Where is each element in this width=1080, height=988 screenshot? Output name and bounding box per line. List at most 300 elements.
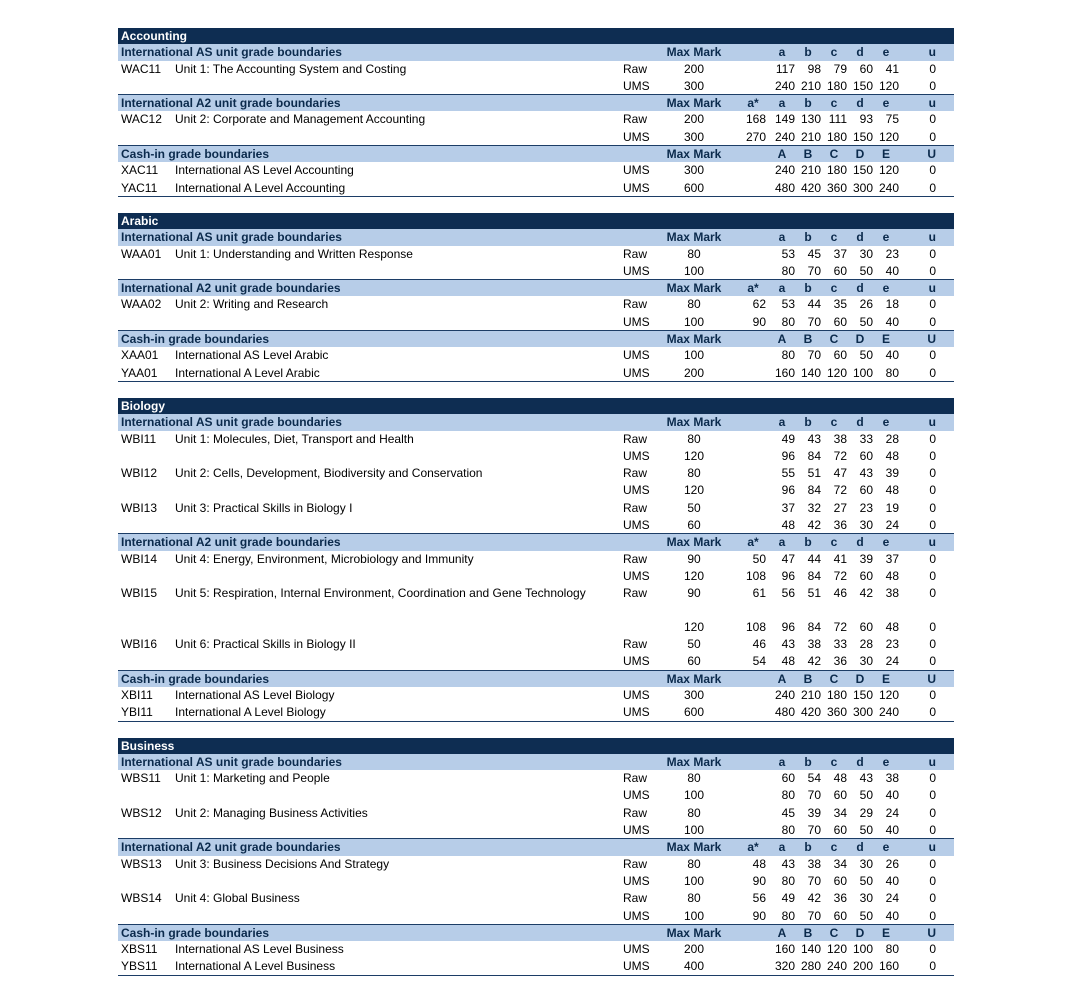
grade-value: 75 (885, 112, 899, 127)
grade-value: 120 (878, 129, 899, 144)
grade-header: c (830, 840, 838, 855)
grade-header: c (830, 754, 838, 769)
grade-value: 84 (807, 483, 821, 498)
grade-value: 240 (878, 180, 899, 195)
grade-value: 0 (929, 180, 936, 195)
grade-value: 42 (859, 586, 873, 601)
grade-value: 28 (859, 637, 873, 652)
unit-code: WAA02 (121, 297, 162, 312)
grade-header: a (778, 45, 786, 60)
max-mark: 90 (687, 551, 701, 566)
grade-value: 18 (885, 297, 899, 312)
grade-value: 150 (852, 78, 873, 93)
grade-value: 24 (885, 891, 899, 906)
grade-value: 48 (885, 619, 899, 634)
mark-type: UMS (623, 705, 650, 720)
block-header (118, 534, 954, 550)
grade-header: a (778, 230, 786, 245)
grade-header: U (927, 671, 936, 686)
table-row (118, 162, 954, 179)
max-mark: 300 (683, 163, 705, 178)
grade-header: d (856, 281, 864, 296)
grade-value: 30 (859, 246, 873, 261)
grade-value: 0 (929, 856, 936, 871)
max-mark-header: Max Mark (666, 230, 722, 245)
grade-value: 26 (885, 856, 899, 871)
grade-value: 240 (774, 687, 795, 702)
section-spacer (118, 197, 954, 213)
grade-header: A (777, 671, 787, 686)
unit-title: International AS Level Arabic (175, 348, 329, 363)
mark-type: Raw (623, 61, 648, 76)
grade-header: C (829, 671, 839, 686)
grade-value: 70 (807, 823, 821, 838)
grade-value: 49 (781, 891, 795, 906)
grade-value: 72 (833, 568, 847, 583)
unit-code: YAA01 (121, 365, 158, 380)
grade-value: 30 (859, 518, 873, 533)
max-mark: 80 (687, 466, 701, 481)
mark-type: Raw (623, 891, 648, 906)
grade-value: 36 (833, 654, 847, 669)
grade-value: 45 (807, 246, 821, 261)
grade-value: 46 (752, 637, 766, 652)
grade-value: 80 (781, 263, 795, 278)
grade-value: 80 (781, 823, 795, 838)
grade-value: 240 (826, 959, 847, 974)
grade-header: A (777, 332, 787, 347)
grade-value: 47 (781, 551, 795, 566)
grade-value: 80 (885, 365, 899, 380)
grade-value: 62 (752, 297, 766, 312)
grade-value: 0 (929, 466, 936, 481)
grade-value: 84 (807, 568, 821, 583)
grade-value: 42 (807, 654, 821, 669)
grade-value: 300 (852, 705, 873, 720)
grade-value: 0 (929, 805, 936, 820)
max-mark: 100 (683, 348, 705, 363)
grade-value: 240 (774, 78, 795, 93)
grade-value: 19 (885, 500, 899, 515)
grade-value: 210 (800, 129, 821, 144)
grade-value: 38 (807, 637, 821, 652)
grade-value: 84 (807, 448, 821, 463)
table-row (118, 431, 954, 448)
grade-value: 93 (859, 112, 873, 127)
grade-value: 60 (859, 61, 873, 76)
grade-value: 0 (929, 112, 936, 127)
table-row (118, 78, 954, 95)
unit-code: WBI11 (121, 431, 157, 446)
grade-value: 41 (885, 61, 899, 76)
table-row (118, 482, 954, 499)
max-mark-header: Max Mark (666, 671, 722, 686)
grade-value: 96 (781, 568, 795, 583)
grade-value: 23 (885, 246, 899, 261)
grade-header: D (855, 332, 865, 347)
max-mark: 100 (683, 788, 705, 803)
grade-header: C (829, 147, 839, 162)
grade-value: 130 (800, 112, 821, 127)
grade-value: 149 (774, 112, 795, 127)
unit-code: YBS11 (121, 959, 158, 974)
grade-header: e (882, 754, 890, 769)
grade-value: 90 (752, 873, 766, 888)
max-mark: 600 (683, 705, 705, 720)
grade-value: 54 (807, 771, 821, 786)
mark-type: Raw (623, 500, 648, 515)
grade-header: B (803, 147, 813, 162)
grade-header: u (928, 45, 936, 60)
grade-value: 70 (807, 263, 821, 278)
grade-header: c (830, 415, 838, 430)
grade-header: c (830, 45, 838, 60)
grade-value: 60 (833, 788, 847, 803)
grade-value: 60 (859, 448, 873, 463)
grade-value: 0 (929, 483, 936, 498)
grade-header: b (804, 281, 812, 296)
grade-value: 60 (781, 771, 795, 786)
table-row (118, 314, 954, 331)
table-row (118, 890, 954, 907)
table-row (118, 111, 954, 128)
unit-code: XBI11 (121, 687, 153, 702)
grade-header: c (830, 281, 838, 296)
table-row (118, 636, 954, 653)
max-mark: 100 (683, 263, 705, 278)
grade-value: 96 (781, 448, 795, 463)
max-mark: 60 (687, 654, 701, 669)
mark-type: Raw (623, 112, 648, 127)
block-header-label: Cash-in grade boundaries (121, 332, 270, 347)
grade-value: 56 (752, 891, 766, 906)
block-header (118, 671, 954, 687)
grade-value: 0 (929, 314, 936, 329)
unit-title: International A Level Business (175, 959, 336, 974)
grade-header: e (882, 840, 890, 855)
grade-value: 28 (885, 431, 899, 446)
grade-value: 60 (833, 314, 847, 329)
grade-value: 41 (833, 551, 847, 566)
grade-value: 36 (833, 518, 847, 533)
table-row (118, 585, 954, 619)
grade-value: 43 (859, 771, 873, 786)
grade-value: 42 (807, 518, 821, 533)
grade-value: 43 (781, 856, 795, 871)
grade-header: A (777, 147, 787, 162)
grade-value: 50 (859, 908, 873, 923)
grade-value: 51 (807, 466, 821, 481)
block-header-label: International AS unit grade boundaries (121, 45, 342, 60)
unit-title: Unit 4: Energy, Environment, Microbiology and Immunity (175, 551, 474, 566)
grade-value: 24 (885, 805, 899, 820)
grade-value: 480 (774, 180, 795, 195)
grade-value: 48 (833, 771, 847, 786)
grade-value: 117 (775, 61, 795, 76)
grade-value: 37 (833, 246, 847, 261)
unit-title: Unit 6: Practical Skills in Biology II (175, 637, 356, 652)
grade-value: 34 (833, 856, 847, 871)
block-header (118, 280, 954, 296)
unit-title: Unit 4: Global Business (175, 891, 300, 906)
mark-type: Raw (623, 805, 648, 820)
grade-value: 30 (859, 856, 873, 871)
grade-value: 80 (781, 873, 795, 888)
grade-header: U (927, 147, 936, 162)
unit-code: WAA01 (121, 246, 162, 261)
max-mark: 100 (683, 873, 705, 888)
mark-type: UMS (623, 687, 650, 702)
grade-value: 43 (807, 431, 821, 446)
grade-header: a (778, 96, 786, 111)
grade-value: 38 (885, 771, 899, 786)
grade-header: E (881, 332, 890, 347)
grade-value: 39 (859, 551, 873, 566)
block-header-label: International AS unit grade boundaries (121, 754, 342, 769)
grade-header: B (803, 332, 813, 347)
grade-value: 49 (781, 431, 795, 446)
unit-title: Unit 1: The Accounting System and Costing (175, 61, 407, 76)
grade-value: 100 (852, 365, 873, 380)
grade-header: u (928, 230, 936, 245)
grade-value: 160 (774, 365, 795, 380)
grade-value: 70 (807, 873, 821, 888)
grade-value: 60 (833, 823, 847, 838)
grade-value: 60 (859, 483, 873, 498)
max-mark: 200 (683, 942, 705, 957)
grade-value: 200 (852, 959, 873, 974)
grade-value: 420 (800, 705, 821, 720)
grade-value: 0 (929, 431, 936, 446)
grade-value: 40 (885, 823, 899, 838)
grade-header: c (830, 535, 838, 550)
grade-value: 60 (859, 619, 873, 634)
grade-header: B (803, 671, 813, 686)
grade-value: 0 (929, 297, 936, 312)
grade-value: 80 (781, 908, 795, 923)
grade-value: 0 (929, 654, 936, 669)
grade-value: 50 (859, 823, 873, 838)
grade-value: 42 (807, 891, 821, 906)
grade-value: 38 (807, 856, 821, 871)
block-header-label: Cash-in grade boundaries (121, 147, 270, 162)
grade-value: 420 (800, 180, 821, 195)
block-header-label: Cash-in grade boundaries (121, 925, 270, 940)
grade-value: 120 (826, 942, 847, 957)
grade-header: c (830, 96, 838, 111)
grade-value: 0 (929, 637, 936, 652)
mark-type: UMS (623, 908, 650, 923)
grade-header: a (778, 754, 786, 769)
grade-value: 23 (885, 637, 899, 652)
max-mark: 80 (687, 856, 701, 871)
table-row (118, 568, 954, 585)
grade-value: 35 (833, 297, 847, 312)
grade-value: 96 (781, 483, 795, 498)
section-title: Business (121, 738, 175, 753)
unit-title: International A Level Biology (175, 705, 326, 720)
max-mark: 300 (683, 687, 705, 702)
grade-value: 120 (878, 78, 899, 93)
grade-value: 180 (826, 163, 847, 178)
grade-value: 108 (745, 619, 766, 634)
max-mark-header: Max Mark (666, 535, 722, 550)
unit-code: XBS11 (121, 942, 158, 957)
grade-value: 80 (885, 942, 899, 957)
grade-value: 60 (833, 873, 847, 888)
grade-value: 0 (929, 348, 936, 363)
grade-value: 51 (807, 586, 821, 601)
unit-title: Unit 2: Writing and Research (175, 297, 329, 312)
grade-value: 0 (929, 873, 936, 888)
grade-header: c (830, 230, 838, 245)
grade-header: d (856, 45, 864, 60)
grade-value: 79 (833, 61, 847, 76)
grade-value: 0 (929, 908, 936, 923)
grade-value: 45 (781, 805, 795, 820)
unit-code: WBS13 (121, 856, 162, 871)
mark-type: UMS (623, 823, 650, 838)
block-header (118, 331, 954, 347)
unit-title: Unit 2: Corporate and Management Accounting (175, 112, 426, 127)
grade-value: 98 (807, 61, 821, 76)
unit-code: WBI15 (121, 586, 158, 601)
grade-header: u (928, 415, 936, 430)
grade-value: 90 (752, 314, 766, 329)
mark-type: UMS (623, 78, 650, 93)
grade-value: 140 (800, 942, 821, 957)
grade-value: 0 (929, 500, 936, 515)
mark-type: Raw (623, 246, 648, 261)
block-header (118, 925, 954, 941)
max-mark: 80 (687, 297, 701, 312)
grade-header: e (882, 281, 890, 296)
section-spacer (118, 382, 954, 398)
mark-type: UMS (623, 873, 650, 888)
mark-type: UMS (623, 942, 650, 957)
grade-header: U (927, 332, 936, 347)
grade-value: 0 (929, 942, 936, 957)
mark-type: UMS (623, 163, 650, 178)
section-spacer (118, 722, 954, 738)
grade-value: 40 (885, 348, 899, 363)
grade-header: b (804, 535, 812, 550)
grade-header: d (856, 840, 864, 855)
block-header-label: International A2 unit grade boundaries (121, 96, 341, 111)
table-row (118, 365, 954, 382)
grade-value: 240 (774, 163, 795, 178)
grade-value: 50 (752, 551, 766, 566)
mark-type: UMS (623, 568, 650, 583)
grade-value: 84 (807, 619, 821, 634)
grade-value: 47 (833, 466, 847, 481)
mark-type: UMS (623, 263, 650, 278)
section-title-bar (118, 738, 954, 754)
table-row (118, 941, 954, 958)
max-mark: 60 (687, 518, 701, 533)
block-header (118, 414, 954, 430)
table-row (118, 805, 954, 822)
grade-value: 150 (852, 129, 873, 144)
grade-value: 120 (826, 365, 847, 380)
grade-header: a (778, 840, 786, 855)
table-row (118, 908, 954, 925)
unit-code: WBS12 (121, 805, 162, 820)
section-title-bar (118, 398, 954, 414)
max-mark-header: Max Mark (666, 840, 722, 855)
max-mark: 100 (683, 314, 705, 329)
table-row (118, 856, 954, 873)
max-mark: 80 (687, 771, 701, 786)
unit-title: Unit 3: Business Decisions And Strategy (175, 856, 390, 871)
grade-header: u (928, 754, 936, 769)
table-row (118, 129, 954, 146)
grade-header: b (804, 840, 812, 855)
grade-value: 50 (859, 348, 873, 363)
unit-title: International AS Level Accounting (175, 163, 354, 178)
grade-value: 70 (807, 348, 821, 363)
unit-code: WBI12 (121, 466, 158, 481)
grade-value: 39 (885, 466, 899, 481)
table-row (118, 687, 954, 704)
max-mark-header: Max Mark (666, 45, 722, 60)
table-row (118, 822, 954, 839)
max-mark-header: Max Mark (666, 332, 722, 347)
grade-value: 37 (885, 551, 899, 566)
grade-value: 48 (885, 448, 899, 463)
grade-value: 0 (929, 163, 936, 178)
grade-header: a* (747, 281, 759, 296)
grade-value: 29 (859, 805, 873, 820)
max-mark-header: Max Mark (666, 96, 722, 111)
table-row (118, 448, 954, 465)
grade-value: 90 (752, 908, 766, 923)
section-title: Accounting (121, 29, 187, 43)
grade-header: u (928, 281, 936, 296)
block-header (118, 44, 954, 60)
unit-code: WBI16 (121, 637, 158, 652)
unit-code: WAC12 (121, 112, 162, 127)
grade-header: C (829, 332, 839, 347)
section-title-bar (118, 213, 954, 229)
max-mark: 80 (687, 805, 701, 820)
grade-value: 46 (833, 586, 847, 601)
grade-value: 38 (885, 586, 899, 601)
unit-code: YAC11 (121, 180, 158, 195)
grade-header: d (856, 754, 864, 769)
block-header (118, 754, 954, 770)
grade-header: E (881, 671, 890, 686)
unit-code: WBI13 (121, 500, 158, 515)
block-header (118, 95, 954, 111)
grade-value: 50 (859, 314, 873, 329)
mark-type: Raw (623, 771, 648, 786)
grade-value: 240 (774, 129, 795, 144)
mark-type: UMS (623, 129, 650, 144)
grade-value: 60 (833, 908, 847, 923)
grade-header: a* (747, 96, 759, 111)
grade-header: b (804, 415, 812, 430)
table-row (118, 873, 954, 890)
grade-value: 168 (745, 112, 766, 127)
max-mark: 200 (683, 112, 705, 127)
grade-value: 50 (859, 788, 873, 803)
grade-header: a (778, 281, 786, 296)
grade-value: 50 (859, 263, 873, 278)
grade-value: 26 (859, 297, 873, 312)
mark-type: UMS (623, 448, 650, 463)
unit-title: International A Level Arabic (175, 365, 320, 380)
